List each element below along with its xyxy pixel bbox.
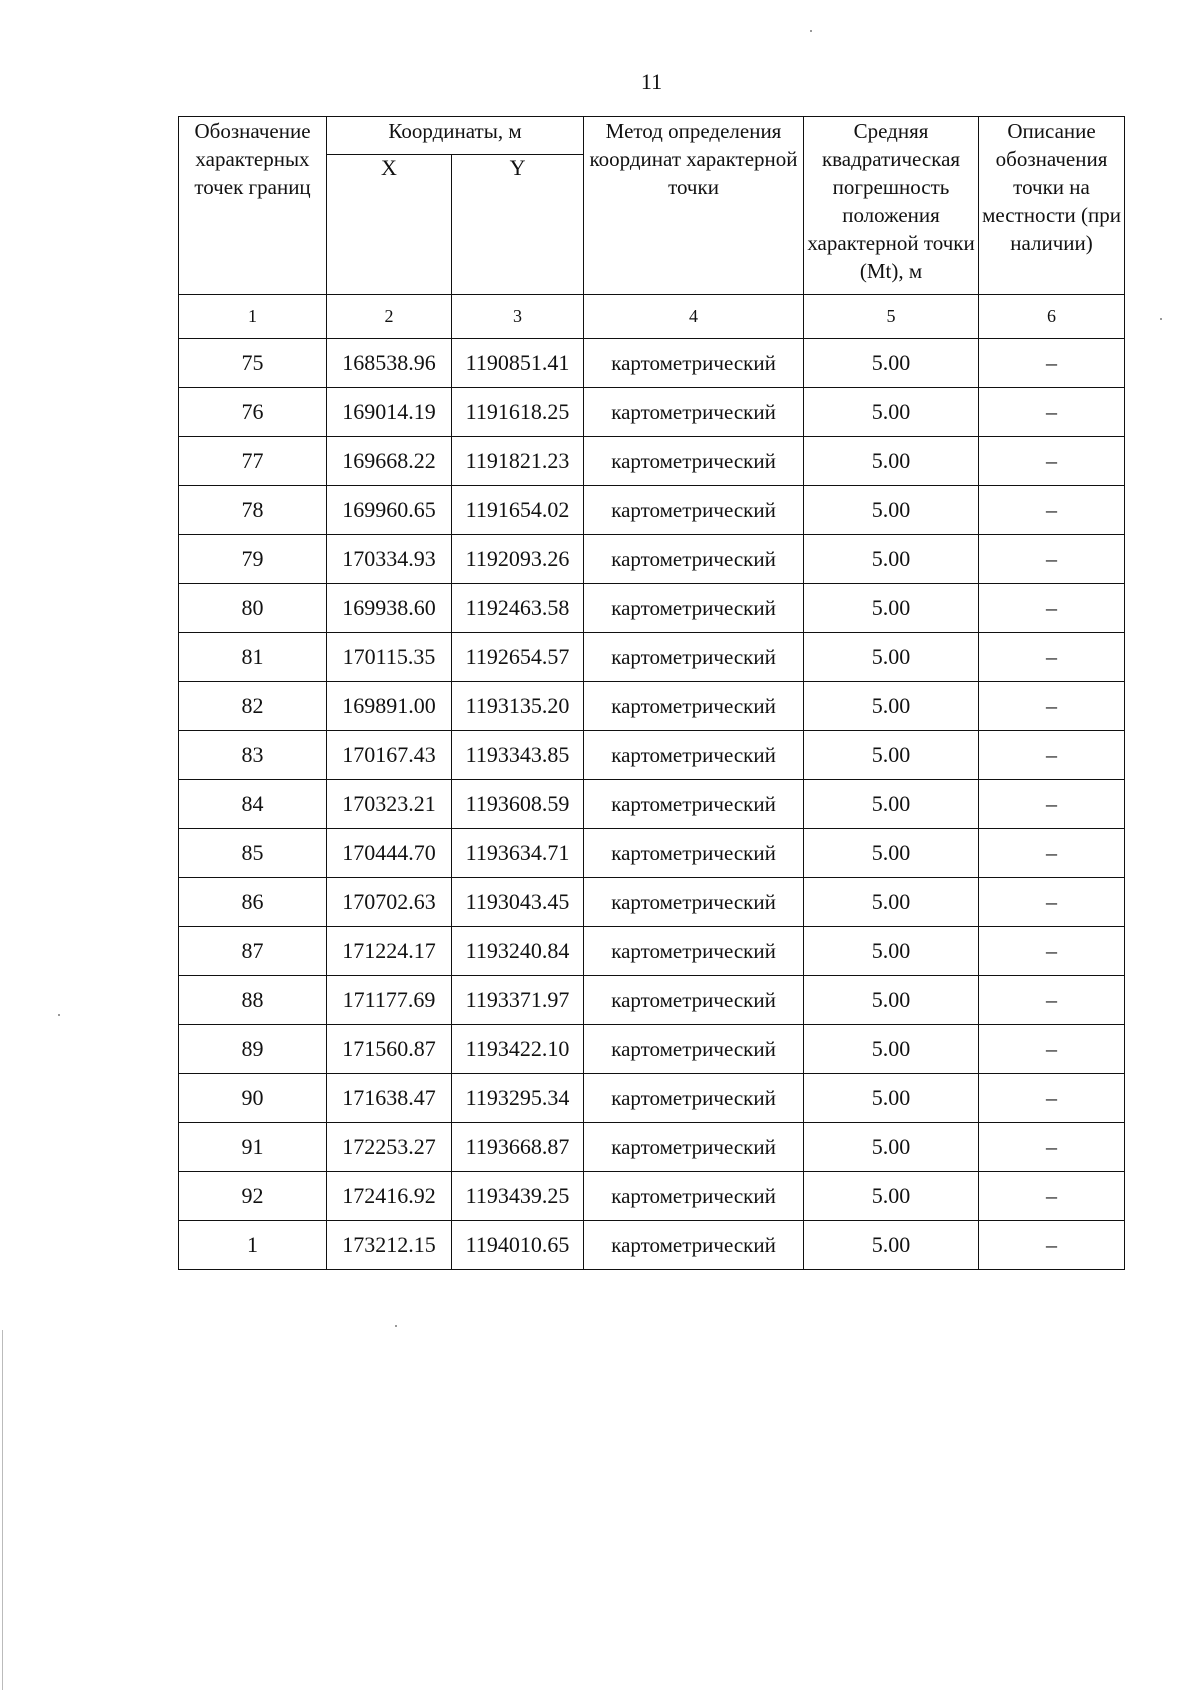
y-coordinate-cell: 1193634.71 [452, 829, 584, 878]
y-coordinate-cell: 1190851.41 [452, 339, 584, 388]
error-cell: 5.00 [804, 780, 979, 829]
error-cell: 5.00 [804, 927, 979, 976]
page-number: 11 [640, 69, 663, 94]
x-coordinate-cell: 172416.92 [327, 1172, 452, 1221]
method-cell: картометрический [584, 682, 804, 731]
x-coordinate-cell: 169960.65 [327, 486, 452, 535]
description-cell: – [979, 927, 1125, 976]
x-coordinate-cell: 171224.17 [327, 927, 452, 976]
point-number-cell: 76 [179, 388, 327, 437]
header-description: Описание обозначения точки на местности (при наличии) [979, 117, 1125, 295]
x-coordinate-cell: 170444.70 [327, 829, 452, 878]
error-cell: 5.00 [804, 339, 979, 388]
point-number-cell: 82 [179, 682, 327, 731]
point-number-cell: 80 [179, 584, 327, 633]
x-coordinate-cell: 171638.47 [327, 1074, 452, 1123]
header-x: X [327, 155, 452, 295]
error-cell: 5.00 [804, 437, 979, 486]
table-row [179, 976, 1125, 1025]
table-row [179, 780, 1125, 829]
table-body [179, 339, 1125, 1270]
method-cell: картометрический [584, 976, 804, 1025]
y-coordinate-cell: 1192654.57 [452, 633, 584, 682]
column-number: 1 [179, 295, 327, 339]
method-cell: картометрический [584, 1172, 804, 1221]
description-cell: – [979, 1123, 1125, 1172]
error-cell: 5.00 [804, 584, 979, 633]
description-cell: – [979, 437, 1125, 486]
error-cell: 5.00 [804, 1123, 979, 1172]
y-coordinate-cell: 1193343.85 [452, 731, 584, 780]
table-row [179, 633, 1125, 682]
method-cell: картометрический [584, 780, 804, 829]
error-cell: 5.00 [804, 976, 979, 1025]
point-number-cell: 77 [179, 437, 327, 486]
table-row [179, 927, 1125, 976]
method-cell: картометрический [584, 731, 804, 780]
table-row [179, 486, 1125, 535]
scan-edge-line-left [2, 1330, 3, 1690]
scan-speck [58, 1014, 60, 1016]
x-coordinate-cell: 170702.63 [327, 878, 452, 927]
point-number-cell: 89 [179, 1025, 327, 1074]
x-coordinate-cell: 170323.21 [327, 780, 452, 829]
method-cell: картометрический [584, 927, 804, 976]
table-row [179, 339, 1125, 388]
description-cell: – [979, 731, 1125, 780]
y-coordinate-cell: 1193371.97 [452, 976, 584, 1025]
y-coordinate-cell: 1193043.45 [452, 878, 584, 927]
header-y: Y [452, 155, 584, 295]
error-cell: 5.00 [804, 535, 979, 584]
error-cell: 5.00 [804, 1025, 979, 1074]
y-coordinate-cell: 1193608.59 [452, 780, 584, 829]
point-number-cell: 87 [179, 927, 327, 976]
error-cell: 5.00 [804, 633, 979, 682]
table-row [179, 584, 1125, 633]
point-number-cell: 86 [179, 878, 327, 927]
column-number-row [179, 295, 1125, 339]
method-cell: картометрический [584, 878, 804, 927]
y-coordinate-cell: 1194010.65 [452, 1221, 584, 1270]
description-cell: – [979, 535, 1125, 584]
point-number-cell: 88 [179, 976, 327, 1025]
y-coordinate-cell: 1191618.25 [452, 388, 584, 437]
method-cell: картометрический [584, 1074, 804, 1123]
column-number: 5 [804, 295, 979, 339]
y-coordinate-cell: 1193135.20 [452, 682, 584, 731]
point-number-cell: 78 [179, 486, 327, 535]
point-number-cell: 92 [179, 1172, 327, 1221]
x-coordinate-cell: 172253.27 [327, 1123, 452, 1172]
boundary-points-table [178, 116, 1125, 1270]
description-cell: – [979, 388, 1125, 437]
y-coordinate-cell: 1193422.10 [452, 1025, 584, 1074]
table-row [179, 1172, 1125, 1221]
point-number-cell: 81 [179, 633, 327, 682]
error-cell: 5.00 [804, 731, 979, 780]
column-number: 3 [452, 295, 584, 339]
x-coordinate-cell: 169891.00 [327, 682, 452, 731]
description-cell: – [979, 878, 1125, 927]
table-row [179, 682, 1125, 731]
header-point-designation: Обозначение характерных точек границ [179, 117, 327, 295]
error-cell: 5.00 [804, 1172, 979, 1221]
description-cell: – [979, 1074, 1125, 1123]
table-row [179, 437, 1125, 486]
x-coordinate-cell: 169668.22 [327, 437, 452, 486]
table-row [179, 388, 1125, 437]
table-row [179, 1025, 1125, 1074]
header-error: Средняя квадратическая погрешность положения характерной точки (Mt), м [804, 117, 979, 295]
method-cell: картометрический [584, 1025, 804, 1074]
y-coordinate-cell: 1193668.87 [452, 1123, 584, 1172]
scan-speck [1160, 318, 1162, 320]
description-cell: – [979, 1025, 1125, 1074]
x-coordinate-cell: 169014.19 [327, 388, 452, 437]
point-number-cell: 84 [179, 780, 327, 829]
method-cell: картометрический [584, 339, 804, 388]
point-number-cell: 79 [179, 535, 327, 584]
x-coordinate-cell: 170167.43 [327, 731, 452, 780]
y-coordinate-cell: 1192093.26 [452, 535, 584, 584]
error-cell: 5.00 [804, 1221, 979, 1270]
point-number-cell: 90 [179, 1074, 327, 1123]
method-cell: картометрический [584, 584, 804, 633]
table-row [179, 829, 1125, 878]
description-cell: – [979, 976, 1125, 1025]
y-coordinate-cell: 1192463.58 [452, 584, 584, 633]
error-cell: 5.00 [804, 829, 979, 878]
scan-speck [395, 1325, 397, 1327]
description-cell: – [979, 682, 1125, 731]
error-cell: 5.00 [804, 388, 979, 437]
description-cell: – [979, 780, 1125, 829]
description-cell: – [979, 829, 1125, 878]
point-number-cell: 75 [179, 339, 327, 388]
table-row [179, 878, 1125, 927]
column-number: 6 [979, 295, 1125, 339]
description-cell: – [979, 339, 1125, 388]
x-coordinate-cell: 170115.35 [327, 633, 452, 682]
y-coordinate-cell: 1193439.25 [452, 1172, 584, 1221]
x-coordinate-cell: 173212.15 [327, 1221, 452, 1270]
description-cell: – [979, 584, 1125, 633]
description-cell: – [979, 633, 1125, 682]
table-row [179, 1123, 1125, 1172]
error-cell: 5.00 [804, 878, 979, 927]
point-number-cell: 83 [179, 731, 327, 780]
method-cell: картометрический [584, 437, 804, 486]
description-cell: – [979, 1172, 1125, 1221]
header-method: Метод определения координат характерной точки [584, 117, 804, 295]
point-number-cell: 91 [179, 1123, 327, 1172]
point-number-cell: 1 [179, 1221, 327, 1270]
column-number: 2 [327, 295, 452, 339]
method-cell: картометрический [584, 633, 804, 682]
y-coordinate-cell: 1193240.84 [452, 927, 584, 976]
method-cell: картометрический [584, 1123, 804, 1172]
x-coordinate-cell: 169938.60 [327, 584, 452, 633]
method-cell: картометрический [584, 388, 804, 437]
method-cell: картометрический [584, 829, 804, 878]
point-number-cell: 85 [179, 829, 327, 878]
y-coordinate-cell: 1193295.34 [452, 1074, 584, 1123]
column-number: 4 [584, 295, 804, 339]
y-coordinate-cell: 1191654.02 [452, 486, 584, 535]
error-cell: 5.00 [804, 1074, 979, 1123]
table-row [179, 1221, 1125, 1270]
table-row [179, 535, 1125, 584]
x-coordinate-cell: 168538.96 [327, 339, 452, 388]
header-coordinates: Координаты, м [327, 117, 584, 155]
table-row [179, 731, 1125, 780]
x-coordinate-cell: 171177.69 [327, 976, 452, 1025]
error-cell: 5.00 [804, 682, 979, 731]
x-coordinate-cell: 171560.87 [327, 1025, 452, 1074]
x-coordinate-cell: 170334.93 [327, 535, 452, 584]
description-cell: – [979, 1221, 1125, 1270]
method-cell: картометрический [584, 486, 804, 535]
table-row [179, 1074, 1125, 1123]
description-cell: – [979, 486, 1125, 535]
y-coordinate-cell: 1191821.23 [452, 437, 584, 486]
error-cell: 5.00 [804, 486, 979, 535]
method-cell: картометрический [584, 535, 804, 584]
method-cell: картометрический [584, 1221, 804, 1270]
scan-speck [810, 30, 812, 32]
